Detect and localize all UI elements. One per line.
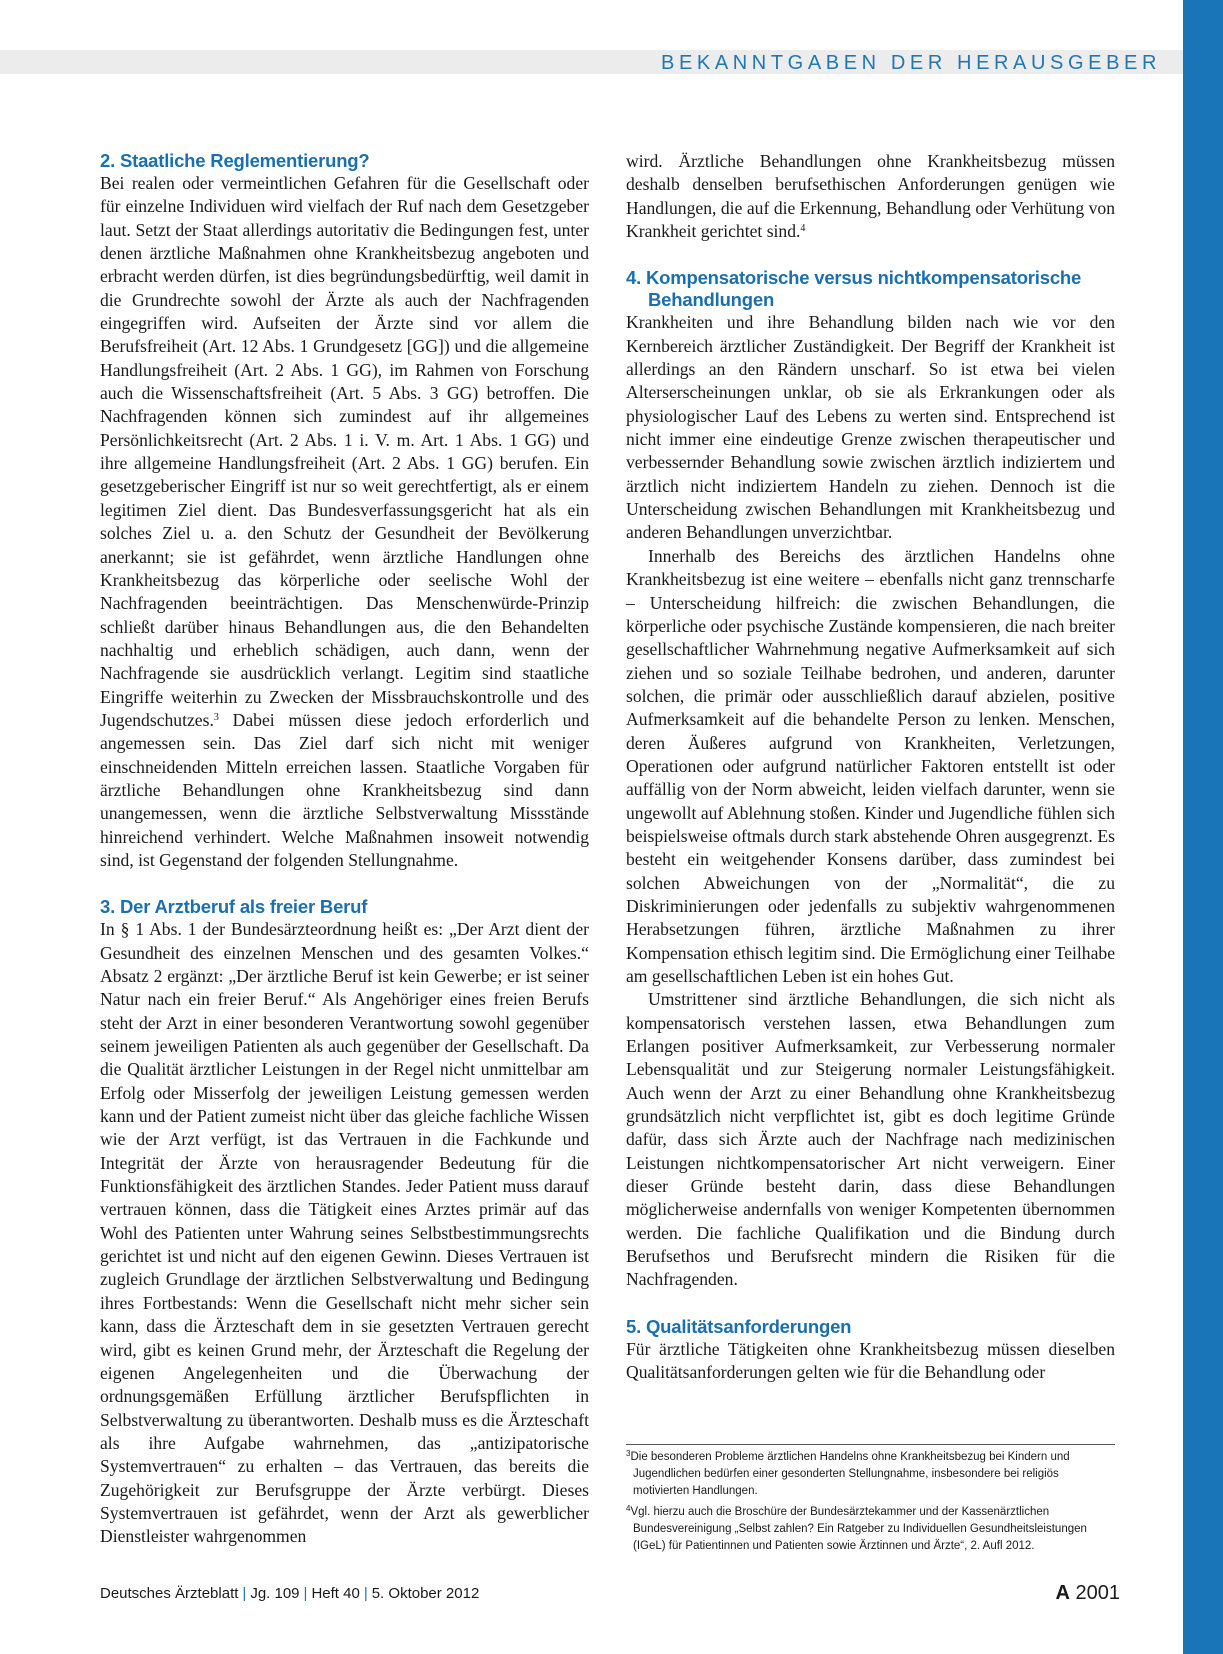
section-3-paragraph: In § 1 Abs. 1 der Bundesärzteordnung heißt es: „Der Arzt dient der Gesundheit des einzelnen Menschen und des gesamten Volkes.“ Absatz 2 ergänzt: „Der ärztliche Beruf ist kein Gewerbe; er ist seiner Natur nach ein freier Beruf.“ Als Angehöriger eines freien Berufs steht der Arzt in einer besonderen Verantwortung sowohl gegenüber seinem jeweiligen Patienten als auch gegenüber der Gesellschaft. Da die Qualität ärztlicher Leistungen in der Regel nicht unmittelbar am Erfolg oder Misserfolg der jeweiligen Leistung gemessen werden kann und der Patient zumeist nicht über das gleiche fachliche Wissen wie der Arzt verfügt, ist das Vertrauen in die Fachkunde und Integrität der Ärzte von herausragender Bedeutung für die Funktionsfähigkeit des ärztlichen Standes. Jeder Patient muss darauf vertrauen können, dass die Tätigkeit eines Arztes primär auf das Wohl des Patienten unter Wahrung seines Selbstbestimmungsrechts gerichtet ist und nicht auf den eigenen Gewinn. Dieses Vertrauen ist zugleich Grundlage der ärztlichen Selbstverwaltung und Bedingung ihres Fortbestands: Wenn die Gesellschaft nicht mehr sicher sein kann, dass die Ärzteschaft dem in sie gesetzten Vertrauen gerecht wird, gibt es keinen Grund mehr, der Ärzteschaft die Regelung der eigenen Angelegenheiten und die Überwachung der ordnungsgemäßen Erfüllung ärztlicher Berufspflichten in Selbstverwaltung zu überantworten. Deshalb muss es die Ärzteschaft als ihre Aufgabe wahrnehmen, das „antizipatorische Systemvertrauen“ zu erhalten – das Vertrauen, das bereits die Zugehörigkeit zur Berufsgruppe der Ärzte verbürgt. Dieses Systemvertrauen ist gefährdet, wenn der Arzt als gewerblicher Dienstleister wahrgenommen <box>100 919 589 1547</box>
section-2-text-b: Dabei müssen diese jedoch erforderlich und angemessen sein. Das Ziel darf sich nicht mit weniger einschneidenden Mitteln erreichen lassen. Staatliche Vorgaben für ärztliche Behandlungen ohne Krankheitsbezug sind dann unangemessen, wenn die ärztliche Selbstverwaltung Missstände hinreichend verhindert. Welche Maßnahmen insoweit notwendig sind, ist Gegenstand der folgenden Stellungnahme. <box>100 709 589 870</box>
footnote-3-number: 3 <box>626 1449 631 1458</box>
footer-separator: | <box>363 1585 368 1602</box>
section-3-heading: 3. Der Arztberuf als freier Beruf <box>100 896 368 918</box>
footnote-4 <box>626 1504 1115 1555</box>
footer-date: 5. Oktober 2012 <box>371 1585 480 1602</box>
left-column <box>100 150 589 1549</box>
section-4-paragraph-1: Krankheiten und ihre Behandlung bilden nach wie vor den Kernbereich ärztlicher Zuständigkeit. Der Begriff der Krankheit ist allerdings an den Rändern unscharf. So ist etwa bei vielen Alterserscheinungen unklar, ob sie als Erkrankungen oder als physiologischer Lauf des Lebens zu werten sind. Entsprechend ist nicht immer eine eindeutige Grenze zwischen therapeutischer und verbessernder Behandlung sowie zwischen ärztlich indiziertem und ärztlich nicht indiziertem Handeln zu ziehen. Dennoch ist die Unterscheidung zwischen Behandlungen mit Krankheitsbezug und anderen Behandlungen unverzichtbar. <box>626 312 1115 543</box>
section-2-paragraph <box>100 172 589 872</box>
footnote-ref-4[interactable]: 4 <box>800 223 806 235</box>
right-column <box>626 150 1115 1385</box>
section-2-text-a: Bei realen oder vermeintlichen Gefahren für die Gesellschaft oder für einzelne Individuen wird vielfach der Ruf nach dem Gesetzgeber laut. Setzt der Staat allerdings autoritativ die Bedingungen fest, unter denen ärztliche Maßnahmen ohne Krankheitsbezug angeboten und erbracht werden dürfen, ist dies begründungsbedürftig, weil damit in die Grundrechte sowohl der Ärzte als auch der Nachfragenden eingegriffen wird. Aufseiten der Ärzte sind vor allem die Berufsfreiheit (Art. 12 Abs. 1 Grundgesetz [GG]) und die allgemeine Handlungsfreiheit (Art. 2 Abs. 1 GG), im Rahmen von Forschung auch die Wissenschaftsfreiheit (Art. 5 Abs. 3 GG) betroffen. Die Nachfragenden können sich zumindest auf ihr allgemeines Persönlichkeitsrecht (Art. 2 Abs. 1 i. V. m. Art. 1 Abs. 1 GG) und ihre allgemeine Handlungsfreiheit (Art. 2 Abs. 1 GG) berufen. Ein gesetzgeberischer Eingriff ist nur so weit gerechtfertigt, als er einem legitimen Ziel dient. Das Bundesverfassungsgericht hat als ein solches Ziel u. a. den Schutz der Gesundheit der Bevölkerung anerkannt; sie ist gefährdet, wenn ärztliche Handlungen ohne Krankheitsbezug das körperliche oder seelische Wohl der Nachfragenden beeinträchtigen. Das Menschenwürde-Prinzip schließt darüber hinaus Behandlungen aus, die den Behandelten nachhaltig und erheblich schädigen, auch dann, wenn der Nachfragende sie ausdrücklich verlangt. Legitim sind staatliche Eingriffe weiterhin zu Zwecken der Missbrauchskontrolle und des Jugendschutzes. <box>100 173 589 730</box>
continuation-paragraph <box>626 150 1115 243</box>
footnote-ref-3[interactable]: 3 <box>213 711 219 723</box>
page-footer <box>100 1583 479 1605</box>
section-5-paragraph: Für ärztliche Tätigkeiten ohne Krankheitsbezug müssen dieselben Qualitätsanforderungen gelten wie für die Behandlung oder <box>626 1338 1115 1383</box>
section-4-heading-line1: 4. Kompensatorische versus nichtkompensatorische <box>626 267 1082 289</box>
section-4-paragraph-3: Umstrittener sind ärztliche Behandlungen, die sich nicht als kompensatorisch verstehen lassen, etwa Behandlungen zum Erlangen positiver Aufmerksamkeit, zur Verbesserung normaler Lebensqualität und zur Steigerung normaler Leistungsfähigkeit. Auch wenn der Arzt zu einer Behandlung ohne Krankheitsbezug grundsätzlich nicht verpflichtet ist, gibt es doch legitime Gründe dafür, dass sich Ärzte auch der Nachfrage nach medizinischen Leistungen nichtkompensatorischer Art nicht verweigern. Einer dieser Gründe besteht darin, dass diese Behandlungen möglicherweise andernfalls von weniger Kompetenten übernommen werden. Die fachliche Qualifikation und die Bindung durch Berufsethos und Berufsrecht mindern die Risiken für die Nachfragenden. <box>626 989 1115 1290</box>
page-number-value: 2001 <box>1075 1582 1120 1604</box>
section-4-paragraph-2: Innerhalb des Bereichs des ärztlichen Handelns ohne Krankheitsbezug ist eine weitere – ebenfalls nicht ganz trennscharfe – Unterscheidung hilfreich: die zwischen Behandlungen, die körperliche oder psychische Zustände kompensieren, die nach breiter gesellschaftlicher Wahrnehmung negative Aufmerksamkeit auf sich ziehen und so soziale Teilhabe bedrohen, und anderen, darunter solchen, die primär oder ausschließlich darauf abzielen, positive Aufmerksamkeit auf die behandelte Person zu lenken. Menschen, deren Äußeres aufgrund von Krankheiten, Verletzungen, Operationen oder aufgrund natürlicher Faktoren entstellt ist oder auffällig von der Norm abweicht, leiden vielfach darunter, wenn sie ungewollt auf Ablehnung stoßen. Kinder und Jugendliche fühlen sich beispielsweise oftmals durch stark abstehende Ohren ausgegrenzt. Es besteht ein weitgehender Konsens darüber, dass zumindest bei solchen Abweichungen von der „Normalität“, die zu Diskriminierungen oder jedenfalls zu subjektiv wahrgenommenen Herabsetzungen führen, ärztliche Maßnahmen zu ihrer Kompensation ethisch legitim sind. Die Ermöglichung einer Teilhabe am gesellschaftlichen Leben ist ein hohes Gut. <box>626 545 1115 986</box>
section-5-heading: 5. Qualitätsanforderungen <box>626 1315 852 1337</box>
page-number <box>1055 1580 1120 1606</box>
footnote-4-text: Vgl. hierzu auch die Broschüre der Bundesärztekammer und der Kassenärztlichen Bundesvereinigung „Selbst zahlen? Ein Ratgeber zu Individuellen Gesundheitsleistungen (IGeL) für Patientinnen und Patienten sowie Ärztinnen und Ärzte“, 2. Aufl 2012. <box>630 1506 1087 1552</box>
section-4-heading-line2: Behandlungen <box>648 289 775 311</box>
footer-issue: Heft 40 <box>311 1585 360 1602</box>
continuation-text: wird. Ärztliche Behandlungen ohne Krankheitsbezug müssen deshalb denselben berufsethischen Anforderungen genügen wie Handlungen, die auf die Erkennung, Behandlung oder Verhütung von Krankheit gerichtet sind. <box>626 151 1115 242</box>
footer-volume: Jg. 109 <box>250 1585 300 1602</box>
footer-journal: Deutsches Ärzteblatt <box>100 1585 239 1602</box>
footnote-3 <box>626 1449 1115 1500</box>
footer-separator: | <box>303 1585 308 1602</box>
footnote-4-number: 4 <box>626 1504 631 1513</box>
section-header-title: BEKANNTGABEN DER HERAUSGEBER <box>661 52 1161 74</box>
section-2-heading: 2. Staatliche Reglementierung? <box>100 150 370 171</box>
section-4-heading <box>626 267 1115 311</box>
footer-separator: | <box>242 1585 247 1602</box>
footnote-3-text: Die besonderen Probleme ärztlichen Handelns ohne Krankheitsbezug bei Kindern und Jugendlichen bedürfen einer gesonderten Stellungnahme, insbesondere bei religiös motivierten Handlungen. <box>630 1451 1070 1497</box>
side-accent-bar <box>1183 0 1223 1654</box>
footnotes <box>626 1444 1115 1559</box>
page-prefix: A <box>1055 1582 1070 1604</box>
